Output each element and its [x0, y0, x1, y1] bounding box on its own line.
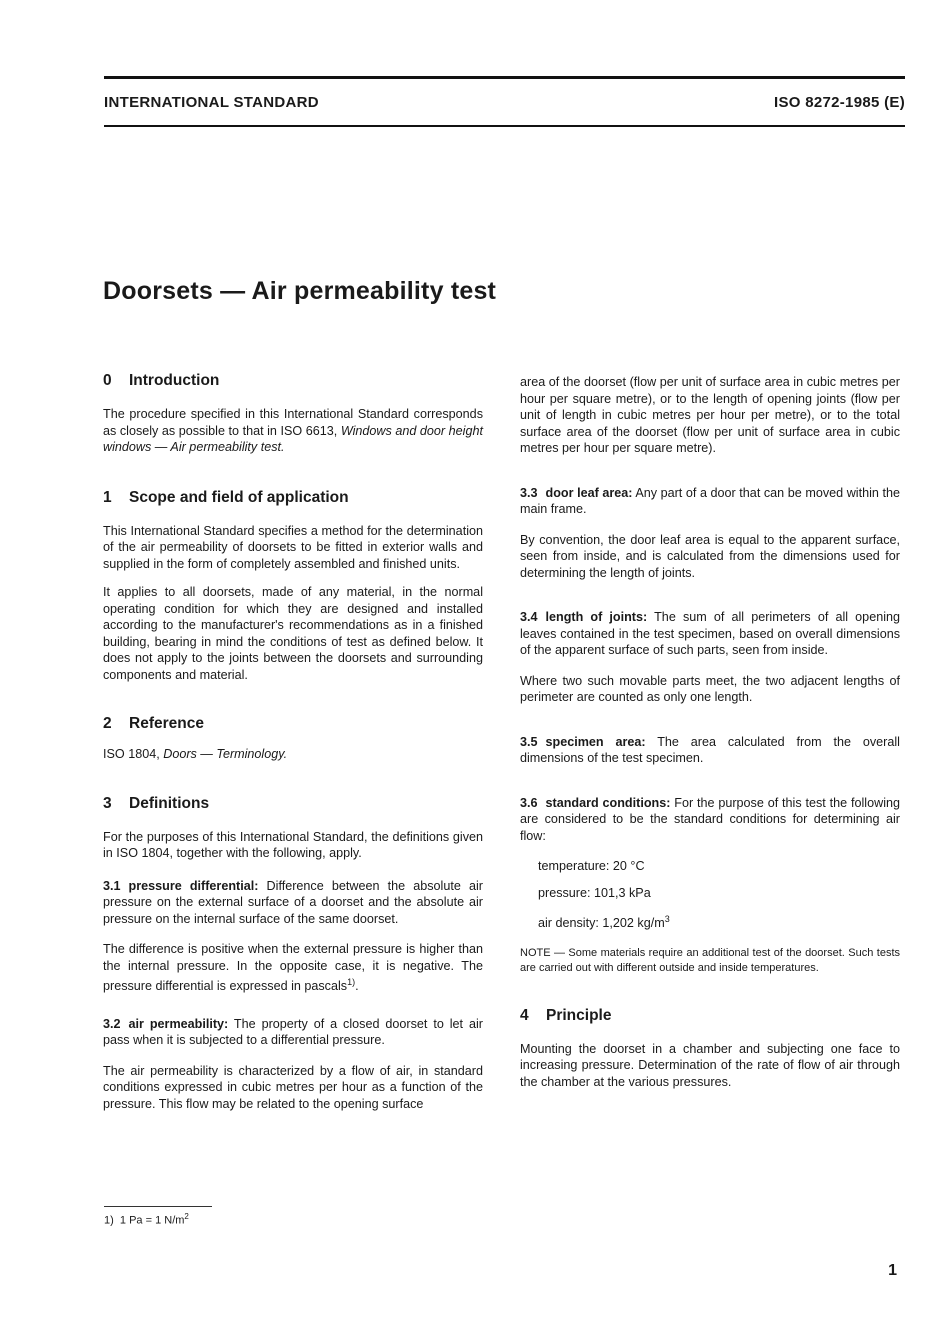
definition-term: pressure differential:	[128, 878, 259, 893]
definition-3-2-continuation: area of the doorset (flow per unit of surface area in cubic metres per hour per square metre), or to the length of opening joints (flow per unit of length in cubic metres per hour per metre), or to the total surface area of the doorset (flow per unit of surface area in cubic metres per hour per square metre).	[520, 375, 900, 455]
definition-3-2-paragraph-2: The air permeability is characterized by a flow of air, in standard conditions expressed in cubic metres per hour as a function of the pressure. This flow may be related to the opening surface	[103, 1063, 483, 1111]
footnote-rule	[104, 1206, 212, 1207]
introduction-paragraph	[103, 406, 483, 456]
condition-air-density-text: air density: 1,202 kg/m	[538, 916, 665, 931]
definition-3-2	[103, 1016, 483, 1049]
section-number: 0	[103, 372, 112, 389]
definition-term: length of joints:	[545, 610, 648, 624]
definition-number: 3.5	[520, 734, 538, 749]
definition-3-4	[520, 609, 900, 659]
definition-3-5	[520, 734, 900, 767]
condition-pressure: pressure: 101,3 kPa	[538, 885, 651, 900]
footnote-text: 1 Pa = 1 N/m	[119, 1214, 185, 1227]
section-title: Principle	[546, 1006, 612, 1024]
section-title: Reference	[129, 715, 204, 732]
definition-term: air permeability:	[128, 1016, 229, 1031]
definition-text: The sum of all perimeters of all opening leaves contained in the test specimen, based on overall dimensions of the apparent surface of such parts, seen from inside.	[520, 610, 901, 657]
section-number: 3	[103, 794, 112, 812]
section-heading-introduction	[103, 371, 483, 391]
right-column	[520, 374, 900, 1090]
reference-title: Doors — Terminology.	[163, 747, 288, 761]
footnote-mark: 1)	[104, 1214, 114, 1227]
definition-number: 3.3	[520, 485, 538, 500]
section-title: Definitions	[129, 794, 210, 812]
condition-temperature: temperature: 20 °C	[538, 859, 645, 873]
definition-3-3	[520, 485, 900, 518]
definition-number: 3.6	[520, 795, 538, 810]
definition-3-3-paragraph-2: By convention, the door leaf area is equal to the apparent surface, seen from inside, and is calculated from the dimensions used for determining the length of joints.	[520, 532, 900, 580]
definition-text-end: .	[355, 979, 359, 994]
section-number: 4	[520, 1006, 529, 1024]
section-heading-scope	[103, 488, 483, 508]
header-bottom-rule	[104, 125, 905, 127]
definition-3-1-paragraph-2	[103, 941, 483, 995]
definition-term: standard conditions:	[545, 795, 671, 810]
definition-term: specimen area:	[545, 734, 646, 749]
section-number: 1	[103, 488, 112, 506]
condition-air-density	[520, 911, 900, 932]
header-document-type: INTERNATIONAL STANDARD	[104, 94, 319, 111]
definition-text: The area calculated from the overall dimensions of the test specimen.	[520, 734, 900, 765]
header-top-rule	[104, 76, 905, 79]
superscript: 3	[664, 914, 670, 924]
introduction-italic-title: Windows and door height windows — Air permeability test.	[103, 423, 483, 454]
scope-paragraph-2: It applies to all doorsets, made of any material, in the normal operating condition for which they are designed and installed according to the manufacturer's recommendations as in a finished building, bearing in mind the conditions of test as defined below. It does not apply to the joints between the doorsets and surrounding components and material.	[103, 585, 483, 682]
section-title: Scope and field of application	[129, 488, 349, 506]
definition-3-6	[520, 795, 900, 845]
footnote	[104, 1212, 189, 1227]
document-title: Doorsets — Air permeability test	[103, 277, 497, 305]
definition-text: For the purpose of this test the following are considered to be the standard conditions for determining air flow:	[520, 795, 900, 843]
definition-3-1	[103, 878, 483, 928]
section-title: Introduction	[129, 372, 220, 389]
section-number: 2	[103, 715, 112, 732]
definition-3-4-paragraph-2: Where two such movable parts meet, the two adjacent lengths of perimeter are counted as only one length.	[520, 673, 900, 704]
definition-text: Difference between the absolute air pressure on the external surface of a doorset and the absolute air pressure on the internal surface of the same doorset.	[103, 878, 483, 926]
section-heading-reference	[103, 714, 483, 734]
section-heading-definitions	[103, 794, 483, 814]
definition-number: 3.4	[520, 610, 538, 624]
definition-text: Any part of a door that can be moved within the main frame.	[520, 485, 900, 516]
definition-text: The property of a closed doorset to let air pass when it is subjected to a differential pressure.	[103, 1016, 483, 1048]
footnote-reference: 1)	[347, 977, 356, 987]
superscript: 2	[184, 1212, 189, 1221]
reference-paragraph	[103, 746, 483, 763]
scope-paragraph-1: This International Standard specifies a method for the determination of the air permeability of doorsets to be fitted in exterior walls and supplied in the form of completely assembled and finished units.	[103, 523, 483, 571]
definition-number: 3.1	[103, 878, 121, 893]
definition-number: 3.2	[103, 1016, 121, 1031]
introduction-text: The procedure specified in this International Standard corresponds as closely as possible to that in ISO 6613,	[103, 407, 483, 438]
definitions-intro: For the purposes of this International Standard, the definitions given in ISO 1804, together with the following, apply.	[103, 829, 483, 860]
note: NOTE — Some materials require an additional test of the doorset. Such tests are carried out with different outside and inside temperatures.	[520, 946, 900, 974]
section-heading-principle	[520, 1006, 900, 1026]
header-document-number: ISO 8272-1985 (E)	[773, 94, 905, 111]
definition-text: The difference is positive when the external pressure is higher than the internal pressure. In the opposite case, it is negative. The pressure differential is expressed in pascals	[103, 942, 483, 994]
reference-code: ISO 1804,	[103, 747, 164, 761]
left-column	[103, 371, 483, 1112]
principle-paragraph: Mounting the doorset in a chamber and subjecting one face to increasing pressure. Determination of the rate of flow of air through the chamber at the various pressures.	[520, 1041, 900, 1089]
page-number: 1	[888, 1262, 897, 1279]
definition-term: door leaf area:	[545, 485, 633, 500]
